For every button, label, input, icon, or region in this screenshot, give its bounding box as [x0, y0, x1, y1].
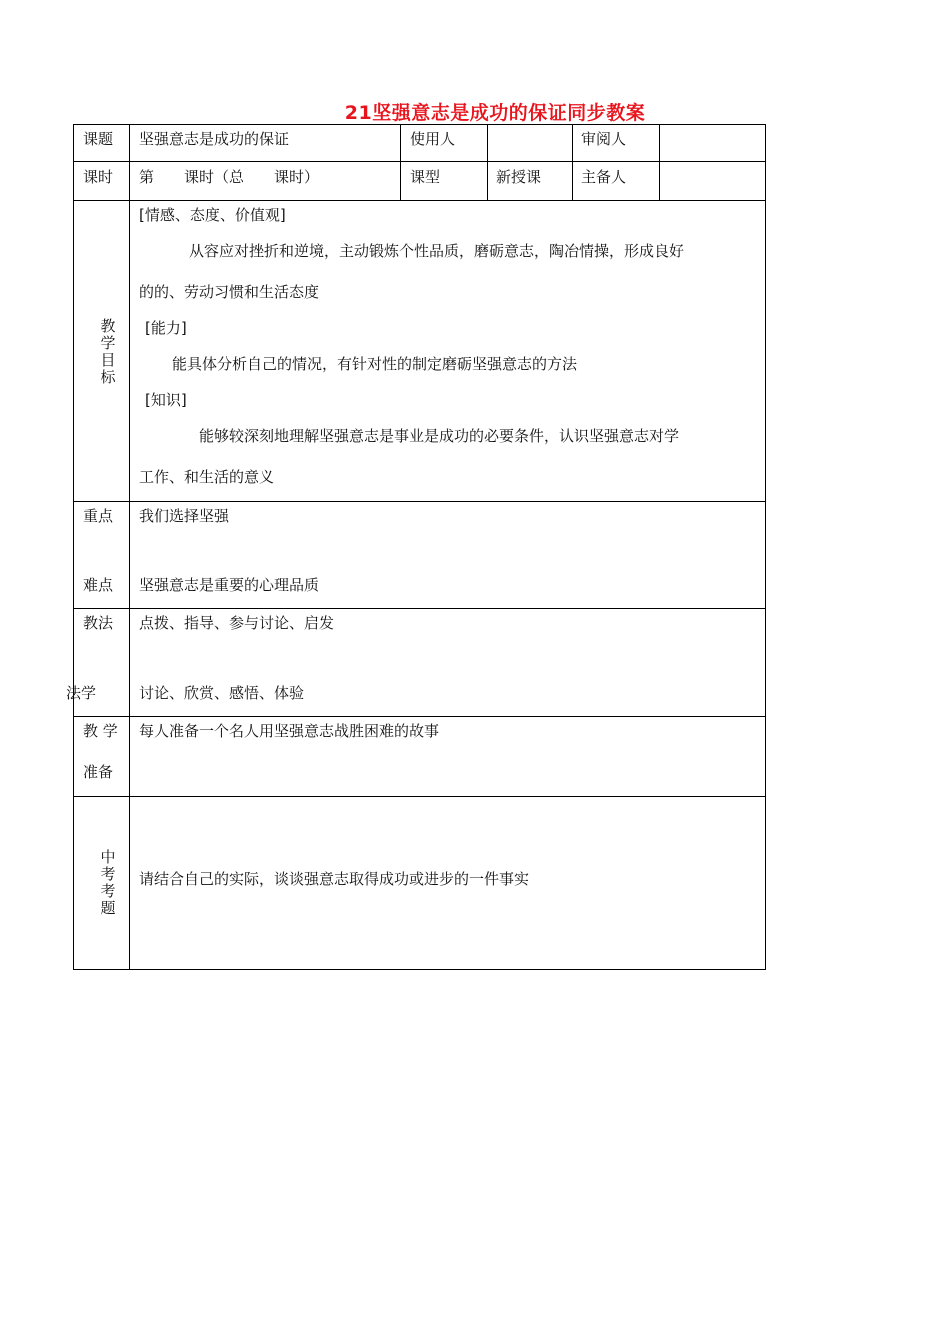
- period-value: 第 课时（总 课时）: [139, 168, 320, 186]
- preparer-label: 主备人: [581, 168, 627, 186]
- knowledge-text-line1: 能够较深刻地理解坚强意志是事业是成功的必要条件，认识坚强意志对学: [199, 427, 680, 445]
- ability-text: 能具体分析自己的情况，有针对性的制定磨砺坚强意志的方法: [172, 355, 578, 373]
- teaching-method-label: 教法: [83, 614, 114, 632]
- exam-label: 中 考 考 题: [100, 848, 116, 917]
- teaching-method-value: 点拨、指导、参与讨论、启发: [139, 614, 335, 632]
- document-title: 21坚强意志是成功的保证同步教案: [344, 102, 646, 124]
- preparation-label-line1: 教 学: [83, 722, 118, 740]
- learning-method-value: 讨论、欣赏、感悟、体验: [139, 684, 305, 702]
- preparation-label-line2: 准备: [83, 763, 114, 781]
- key-point-value: 我们选择坚强: [139, 507, 230, 525]
- knowledge-heading: [知识]: [145, 391, 187, 409]
- difficulty-value: 坚强意志是重要的心理品质: [139, 576, 320, 594]
- key-point-label: 重点: [83, 507, 114, 525]
- goals-label: 教 学 目 标: [100, 317, 116, 386]
- reviewer-label: 审阅人: [581, 130, 627, 148]
- ability-heading: [能力]: [145, 319, 187, 337]
- difficulty-label: 难点: [83, 576, 114, 594]
- preparation-value: 每人准备一个名人用坚强意志战胜困难的故事: [139, 722, 440, 740]
- topic-value: 坚强意志是成功的保证: [139, 130, 290, 148]
- period-label: 课时: [83, 168, 114, 186]
- exam-question: 请结合自己的实际，谈谈强意志取得成功或进步的一件事实: [139, 870, 530, 888]
- user-label: 使用人: [410, 130, 456, 148]
- emotion-heading: [情感、态度、价值观]: [139, 206, 286, 224]
- emotion-text-line2: 的的、劳动习惯和生活态度: [139, 283, 320, 301]
- knowledge-text-line2: 工作、和生活的意义: [139, 468, 275, 486]
- topic-label: 课题: [83, 130, 114, 148]
- type-label: 课型: [410, 168, 441, 186]
- emotion-text-line1: 从容应对挫折和逆境，主动锻炼个性品质，磨砺意志，陶冶情操，形成良好: [189, 242, 685, 260]
- type-value: 新授课: [496, 168, 542, 186]
- learning-method-label: 法学: [66, 684, 97, 702]
